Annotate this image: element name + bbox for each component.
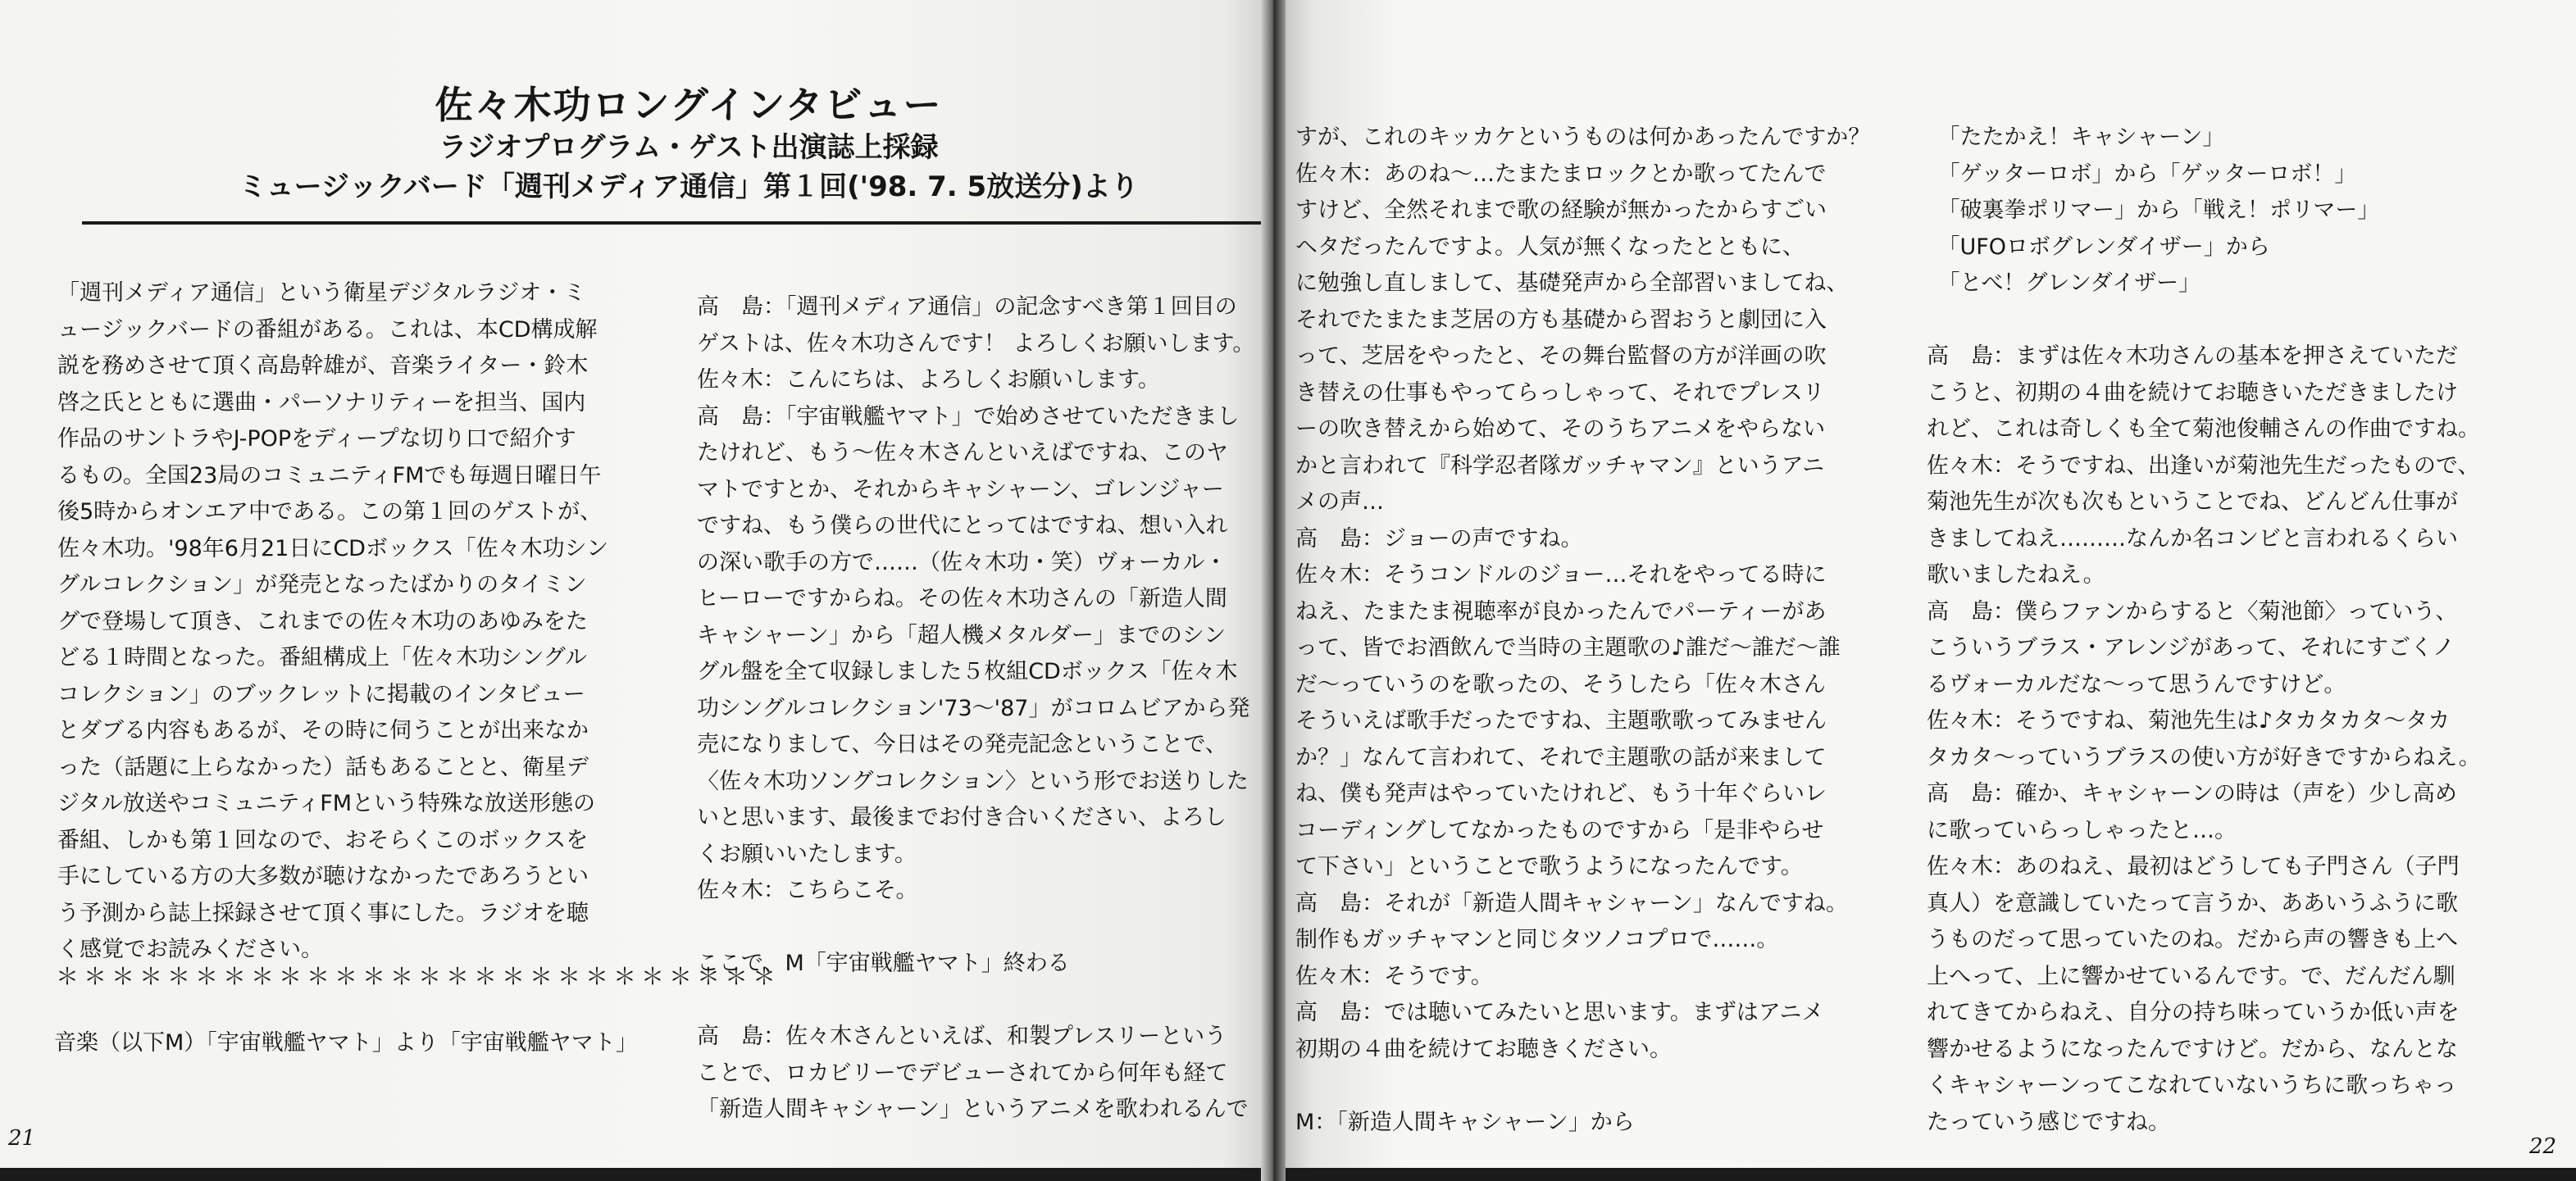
text-line: すが、これのキッカケというものは何かあったんですか？ xyxy=(1295,125,1871,150)
text-line: れてきてからねえ、自分の持ち味っていうか低い声を xyxy=(1927,1000,2460,1025)
text-line: 佐々木：そうコンドルのジョー…それをやってる時に xyxy=(1295,562,1827,588)
text-line: 「UFOロボグレンダイザー」から xyxy=(1927,234,2270,260)
text-line xyxy=(1927,302,2517,339)
text-line: 売になりまして、今日はその発売記念ということで、 xyxy=(697,732,1227,757)
article-subtitle: ラジオプログラム・ゲスト出演誌上採録 xyxy=(439,131,939,164)
text-line: 佐々木：あのねえ、最初はどうしても子門さん（子門 xyxy=(1927,854,2460,879)
text-line: 菊池先生が次も次もということでね、どんどん仕事が xyxy=(1927,489,2458,515)
text-line: 高 島：「宇宙戦艦ヤマト」で始めさせていただきまし xyxy=(697,403,1240,429)
text-line: ーの吹き替えから始めて、そのうちアニメをやらない xyxy=(1295,416,1826,442)
text-line: 〈佐々木功ソングコレクション〉という形でお送りした xyxy=(697,768,1249,794)
text-line: の深い歌手の方で……（佐々木功・笑）ヴォーカル・ xyxy=(697,549,1227,575)
text-line: かと言われて『科学忍者隊ガッチャマン』というアニ xyxy=(1295,452,1825,479)
text-line: に歌っていらっしゃったと…。 xyxy=(1927,817,2237,843)
text-line: 番組、しかも第１回なので、おそらくこのボックスを xyxy=(57,827,589,853)
text-line: って、芝居をやったと、その舞台監督の方が洋画の吹 xyxy=(1295,343,1827,369)
text-line: 制作もガッチャマンと同じタツノコプロで……。 xyxy=(1295,927,1779,952)
article-header xyxy=(82,80,1263,208)
music-cue: 音楽（以下M）「宇宙戦艦ヤマト」より「宇宙戦艦ヤマト」 xyxy=(54,1030,638,1056)
page-number-right: 22 xyxy=(2529,1134,2557,1159)
text-line: て下さい」ということで歌うようになったんです。 xyxy=(1295,854,1803,879)
text-line: いと思います、最後までお付き合いください、よろし xyxy=(697,805,1227,830)
text-line: う予測から誌上採録させて頂く事にした。ラジオを聴 xyxy=(57,900,589,926)
text-line: とダブる内容もあるが、その時に伺うことが出来なか xyxy=(57,718,589,743)
text-line: 上へって、上に響かせているんです。で、だんだん馴 xyxy=(1927,963,2455,989)
header-rule xyxy=(82,221,1263,225)
text-line: 啓之氏とともに選曲・パーソナリティーを担当、国内 xyxy=(57,389,586,416)
text-line: 歌いましたねえ。 xyxy=(1927,562,2105,588)
text-line: くお願いいたします。 xyxy=(697,841,917,867)
article-title: 佐々木功ロングインタビュー xyxy=(435,83,943,127)
text-line: コレクション」のブックレットに掲載のインタビュー xyxy=(57,681,585,707)
text-line: 「破裏拳ポリマー」から「戦え！ポリマー」 xyxy=(1927,198,2380,223)
text-line: 響かせるようになったんですけど。だから、なんとな xyxy=(1927,1036,2458,1062)
text-line: どる１時間となった。番組構成上「佐々木功シングル xyxy=(57,645,587,670)
page-number-left: 21 xyxy=(8,1126,36,1151)
text-line: 佐々木：そうですね、菊池先生は♪タカタカタ～タカ xyxy=(1927,708,2451,734)
text-line: こうと、初期の４曲を続けてお聴きいただきましたけ xyxy=(1927,379,2458,406)
text-line: 佐々木：そうです。 xyxy=(1295,963,1493,989)
text-line: った（話題に上らなかった）話もあることと、衛星デ xyxy=(57,754,589,780)
text-line: 説を務めさせて頂く高島幹雄が、音楽ライター・鈴木 xyxy=(57,353,589,379)
text-line: キャシャーン」から「超人機メタルダー」までのシン xyxy=(697,622,1227,648)
text-line: こういうブラス・アレンジがあって、それにすごくノ xyxy=(1927,635,2455,661)
text-line: ゲストは、佐々木功さんです！ よろしくお願いします。 xyxy=(697,330,1255,357)
text-line: グで登場して頂き、これまでの佐々木功のあゆみをた xyxy=(57,608,588,634)
text-line: だ～っていうのを歌ったの、そうしたら「佐々木さん xyxy=(1295,671,1826,697)
text-line: ねえ、たまたま視聴率が良かったんでパーティーがあ xyxy=(1295,598,1827,625)
text-line: き替えの仕事もやってらっしゃって、それでプレスリ xyxy=(1295,379,1825,406)
interview-column-1 xyxy=(697,289,1271,1129)
text-line: マトですとか、それからキャシャーン、ゴレンジャー xyxy=(697,476,1224,502)
text-line: に勉強し直しまして、基礎発声から全部習いましてね、 xyxy=(1295,270,1849,296)
text-line: 高 島：まずは佐々木功さんの基本を押さえていただ xyxy=(1927,343,2458,369)
text-line: 佐々木：あのね～…たまたまロックとか歌ってたんで xyxy=(1295,161,1827,187)
text-line: 功シングルコレクション'73～'87」がコロムビアから発 xyxy=(697,695,1250,721)
text-line: るもの。全国23局のコミュニティFMでも毎週日曜日午 xyxy=(57,462,602,488)
text-line: 高 島：それが「新造人間キャシャーン」なんですね。 xyxy=(1295,890,1848,916)
article-source-line: ミュージックバード「週刊メディア通信」第１回('98. 7. 5放送分)より xyxy=(239,170,1139,203)
text-line: ュージックバードの番組がある。これは、本CD構成解 xyxy=(57,316,598,343)
text-line: 「たたかえ！キャシャーン」 xyxy=(1927,125,2225,150)
text-line: コーディングしてなかったものですから「是非やらせ xyxy=(1295,817,1824,843)
text-line: タカタ～っていうブラスの使い方が好きですからねえ。 xyxy=(1927,744,2481,770)
text-line xyxy=(1295,1068,1886,1105)
text-line: グルコレクション」が発売となったばかりのタイミン xyxy=(57,572,587,597)
text-line: ことで、ロカビリーでデビューされてから何年も経て xyxy=(697,1060,1228,1086)
section-divider-stars: ＊＊＊＊＊＊＊＊＊＊＊＊＊＊＊＊＊＊＊＊＊＊＊＊＊＊ xyxy=(56,963,781,990)
left-page xyxy=(0,0,1272,1168)
text-line: 「ゲッターロボ」から「ゲッターロボ！」 xyxy=(1927,161,2357,187)
text-line: たけれど、もう～佐々木さんといえばですね、このヤ xyxy=(697,440,1228,466)
text-line: ジタル放送やコミュニティFMという特殊な放送形態の xyxy=(57,791,596,816)
book-gutter xyxy=(1261,0,1286,1181)
text-line: ヘタだったんですよ。人気が無くなったとともに、 xyxy=(1295,234,1805,260)
text-line: 高 島：では聴いてみたいと思います。まずはアニメ xyxy=(1295,1000,1824,1025)
text-line: メの声… xyxy=(1295,489,1384,515)
text-line: 後5時からオンエア中である。この第１回のゲストが、 xyxy=(57,499,603,525)
text-line: グル盤を全て収録しました５枚組CDボックス「佐々木 xyxy=(697,659,1238,684)
text-line: 初期の４曲を続けてお聴きください。 xyxy=(1295,1036,1672,1062)
text-line xyxy=(697,910,1271,947)
text-line: うものだって思っていたのね。だから声の響きも上へ xyxy=(1927,927,2458,952)
text-line: ヒーローですからね。その佐々木功さんの「新造人間 xyxy=(697,586,1227,611)
text-line: 佐々木：そうですね、出逢いが菊池先生だったもので、 xyxy=(1927,452,2480,479)
text-line: M：「新造人間キャシャーン」から xyxy=(1295,1109,1635,1135)
text-line: か？」なんて言われて、それで主題歌の話が来まして xyxy=(1295,744,1827,770)
text-line: るヴォーカルだな～って思うんですけど。 xyxy=(1927,671,2346,697)
text-line: 佐々木：こちらこそ。 xyxy=(697,878,918,903)
text-line: 手にしている方の大多数が聴けなかったであろうとい xyxy=(57,864,589,889)
text-line: くキャシャーンってこなれていないうちに歌っちゃっ xyxy=(1927,1073,2457,1098)
text-line: たっていう感じですね。 xyxy=(1927,1109,2170,1135)
text-line: 高 島：「週刊メディア通信」の記念すべき第１回目の xyxy=(697,294,1237,320)
text-line: 「とべ！グレンダイザー」 xyxy=(1927,270,2201,296)
text-line: ですね、もう僕らの世代にとってはですね、想い入れ xyxy=(697,513,1228,538)
text-line: そういえば歌手だったですね、主題歌歌ってみません xyxy=(1295,708,1827,734)
text-line: 佐々木功。'98年6月21日にCDボックス「佐々木功シン xyxy=(57,535,609,561)
text-line: ここで、M「宇宙戦艦ヤマト」終わる xyxy=(697,951,1070,976)
intro-column xyxy=(57,275,648,969)
text-line: って、皆でお酒飲んで当時の主題歌の♪誰だ～誰だ～誰 xyxy=(1295,635,1841,661)
interview-column-2 xyxy=(1295,120,1886,1141)
text-line: 高 島：確か、キャシャーンの時は（声を）少し高め xyxy=(1927,781,2457,806)
text-line: 「週刊メディア通信」という衛星デジタルラジオ・ミ xyxy=(57,280,586,306)
text-line: きましてねえ………なんか名コンビと言われるくらい xyxy=(1927,525,2458,552)
text-line: ね、僕も発声はやっていたけれど、もう十年ぐらいレ xyxy=(1295,781,1827,806)
interview-column-3 xyxy=(1927,120,2517,1141)
text-line: 作品のサントラやJ-POPをディープな切り口で紹介す xyxy=(57,426,576,452)
text-line: 高 島：佐々木さんといえば、和製プレスリーという xyxy=(697,1024,1227,1049)
text-line: 「新造人間キャシャーン」というアニメを歌われるんで xyxy=(697,1097,1249,1122)
text-line: 佐々木：こんにちは、よろしくお願いします。 xyxy=(697,367,1160,393)
text-line xyxy=(697,983,1271,1020)
text-line: く感覚でお読みください。 xyxy=(57,937,323,962)
text-line: 高 島：ジョーの声ですね。 xyxy=(1295,525,1583,552)
text-line: れど、これは奇しくも全て菊池俊輔さんの作曲ですね。 xyxy=(1927,416,2480,442)
text-line: 高 島：僕らファンからすると〈菊池節〉っていう、 xyxy=(1927,598,2458,625)
text-line: それでたまたま芝居の方も基礎から習おうと劇団に入 xyxy=(1295,307,1827,333)
text-line: 真人）を意識していたって言うか、ああいうふうに歌 xyxy=(1927,890,2458,916)
text-line: すけど、全然それまで歌の経験が無かったからすごい xyxy=(1295,198,1827,223)
